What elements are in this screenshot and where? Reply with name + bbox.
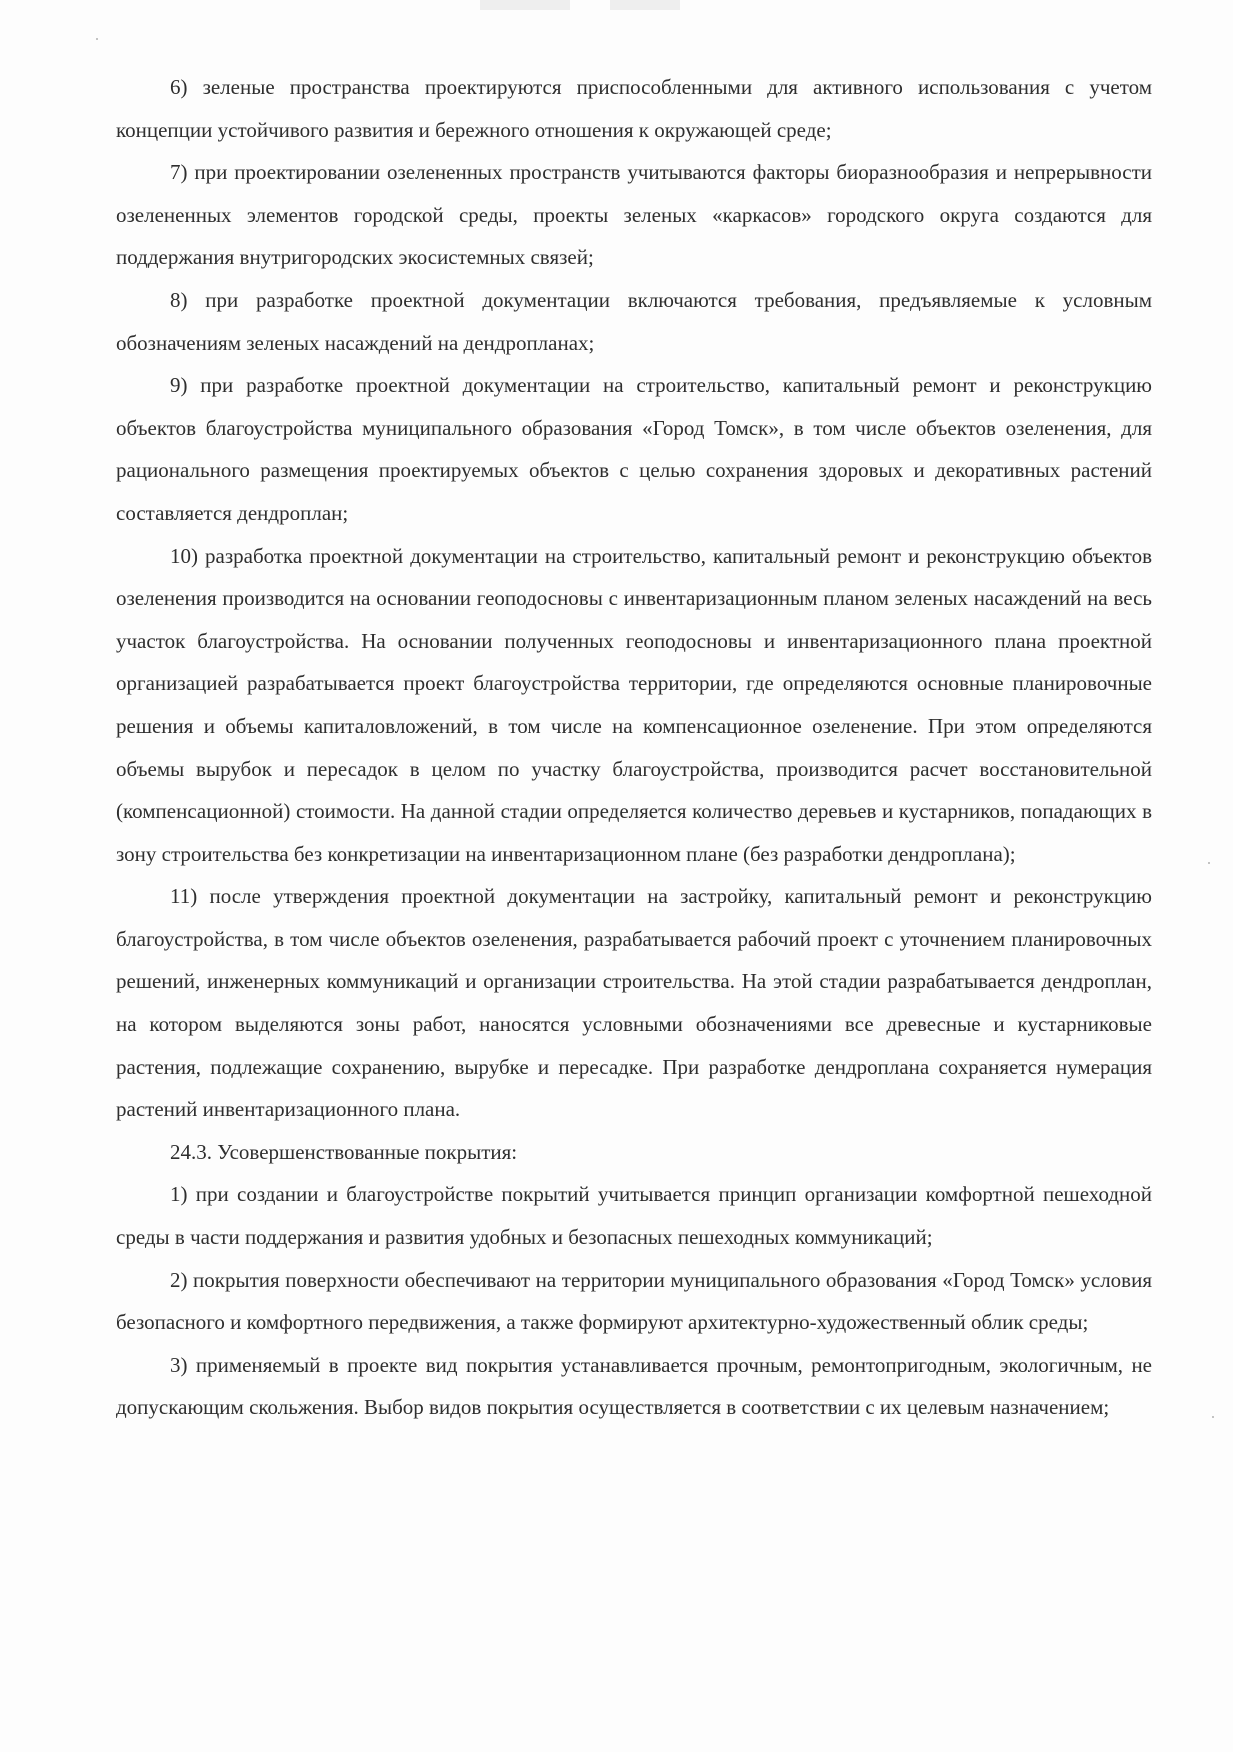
coverings-item-1: 1) при создании и благоустройстве покрытий учитывается принцип организации комфортной пешеходной среды в части поддержания и развития удобных и безопасных пешеходных коммуникаций; [116, 1182, 1152, 1250]
section-heading: 24.3. Усовершенствованные покрытия: [170, 1139, 518, 1164]
document-body [116, 66, 1152, 1429]
list-item-10: 10) разработка проектной документации на строительство, капитальный ремонт и реконструкцию объектов озеленения производится на основании геоподосновы с инвентаризационным планом зеленых насаждений на весь участок благоустройства. На основании полученных геоподосновы и инвентаризационного плана проектной организацией разрабатывается проект благоустройства территории, где определяются основные планировочные решения и объемы капиталовложений, в том числе на компенсационное озеленение. При этом определяются объемы вырубок и пересадок в целом по участку благоустройства, производится расчет восстановительной (компенсационной) стоимости. На данной стадии определяется количество деревьев и кустарников, попадающих в зону строительства без конкретизации на инвентаризационном плане (без разработки дендроплана); [116, 543, 1152, 866]
list-item-9: 9) при разработке проектной документации на строительство, капитальный ремонт и реконструкцию объектов благоустройства муниципального образования «Город Томск», в том числе объектов озеленения, для рационального размещения проектируемых объектов с целью сохранения здоровых и декоративных растений составляется дендроплан; [116, 373, 1152, 525]
list-item-11: 11) после утверждения проектной документации на застройку, капитальный ремонт и реконструкцию благоустройства, в том числе объектов озеленения, разрабатывается рабочий проект с уточнением планировочных решений, инженерных коммуникаций и организации строительства. На этой стадии разрабатывается дендроплан, на котором выделяются зоны работ, наносятся условными обозначениями все древесные и кустарниковые растения, подлежащие сохранению, вырубке и пересадке. При разработке дендроплана сохраняется нумерация растений инвентаризационного плана. [116, 884, 1152, 1122]
list-item-7: 7) при проектировании озелененных пространств учитываются факторы биоразнообразия и непрерывности озелененных элементов городской среды, проекты зеленых «каркасов» городского округа создаются для поддержания внутригородских экосистемных связей; [116, 160, 1152, 270]
scan-artifact [480, 0, 570, 10]
list-item-6: 6) зеленые пространства проектируются приспособленными для активного использования с учетом концепции устойчивого развития и бережного отношения к окружающей среде; [116, 75, 1152, 142]
list-item-8: 8) при разработке проектной документации включаются требования, предъявляемые к условным обозначениям зеленых насаждений на дендропланах; [116, 287, 1152, 355]
scan-speck [96, 38, 98, 40]
scan-speck [1212, 1416, 1214, 1418]
coverings-item-3: 3) применяемый в проекте вид покрытия устанавливается прочным, ремонтопригодным, экологичным, не допускающим скольжения. Выбор видов покрытия осуществляется в соответствии с их целевым назначением; [116, 1352, 1152, 1420]
coverings-item-2: 2) покрытия поверхности обеспечивают на территории муниципального образования «Город Томск» условия безопасного и комфортного передвижения, а также формируют архитектурно-художественный облик среды; [116, 1267, 1152, 1335]
scan-speck [1208, 862, 1210, 864]
scan-artifact [610, 0, 680, 10]
